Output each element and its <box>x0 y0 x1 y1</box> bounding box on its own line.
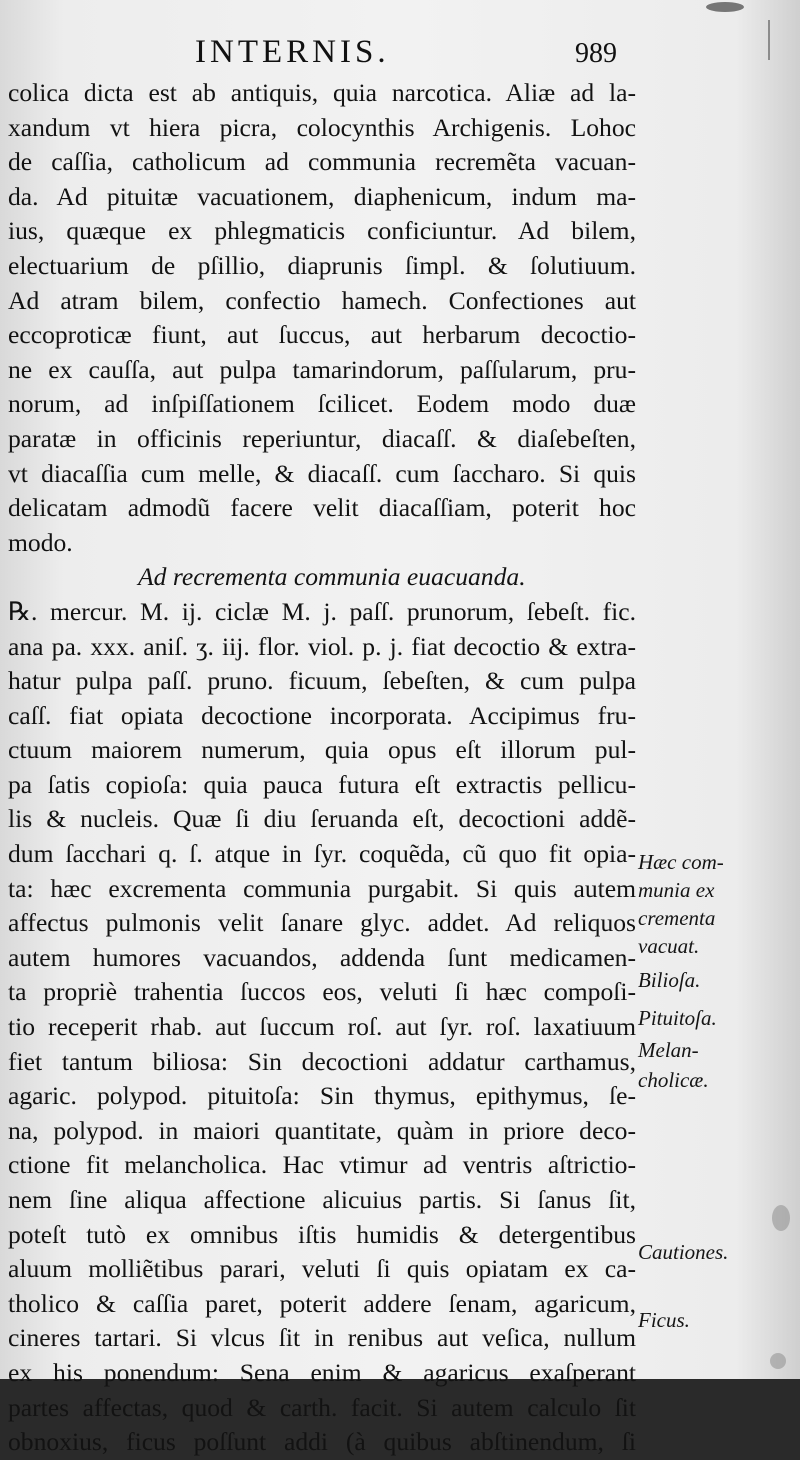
main-text-column <box>8 76 636 1460</box>
text-line: hatur pulpa paſſ. pruno. ficuum, ſebeſten, & cum pulpa <box>8 666 636 696</box>
margin-note: Cautiones. <box>638 1240 729 1264</box>
text-line: fiet tantum biliosa: Sin decoctioni addatur carthamus, <box>8 1046 636 1076</box>
margin-notes <box>638 0 800 1379</box>
text-line: tholico & caſſia paret, poterit addere ſenam, agaricum, <box>8 1288 636 1318</box>
margin-note: Pituitoſa. <box>638 1006 717 1030</box>
text-line: ta propriè trahentia ſuccos eos, veluti ſi hæc compoſi- <box>8 977 636 1007</box>
scan-artifact <box>706 2 744 12</box>
text-line: norum, ad inſpiſſationem ſcilicet. Eodem modo duæ <box>8 389 636 419</box>
margin-note: Hæc com- <box>638 850 724 874</box>
text-line: tio receperit rhab. aut ſuccum roſ. aut ſyr. roſ. laxatiuum <box>8 1012 636 1042</box>
text-line: nem ſine aliqua affectione alicuius partis. Si ſanus ſit, <box>8 1185 636 1214</box>
text-line: vt diacaſſia cum melle, & diacaſſ. cum ſaccharo. Si quis <box>8 458 636 488</box>
margin-note: crementa <box>638 906 716 930</box>
text-line: eccoproticæ fiunt, aut ſuccus, aut herbarum decoctio- <box>8 320 636 350</box>
text-line: da. Ad pituitæ vacuationem, diaphenicum, indum ma- <box>8 181 636 211</box>
margin-note: vacuat. <box>638 934 700 958</box>
text-line: poteſt tutò ex omnibus iſtis humidis & detergentibus <box>8 1219 636 1249</box>
text-line: na, polypod. in maiori quantitate, quàm in priore deco- <box>8 1115 636 1145</box>
section-heading: Ad recrementa communia euacuanda. <box>138 562 526 592</box>
text-line: modo. <box>8 527 73 557</box>
text-line: ta: hæc excrementa communia purgabit. Si quis autem <box>8 873 636 903</box>
text-line: delicatam admodũ facere velit diacaſſiam, poterit hoc <box>8 493 636 523</box>
text-line: aluum molliẽtibus parari, veluti ſi quis opiatam ex ca- <box>8 1254 636 1284</box>
text-line: pa ſatis copioſa: quia pauca futura eſt extractis pellicu- <box>8 769 636 799</box>
scan-artifact <box>768 20 770 60</box>
margin-note: Ficus. <box>638 1308 690 1332</box>
text-line: caſſ. fiat opiata decoctione incorporata. Accipimus fru- <box>8 700 636 730</box>
text-line: ius, quæque ex phlegmaticis conficiuntur. Ad bilem, <box>8 216 636 246</box>
text-line: lis & nucleis. Quæ ſi diu ſeruanda eſt, decoctioni addẽ- <box>8 804 636 834</box>
text-line: ctuum maiorem numerum, quia opus eſt illorum pul- <box>8 735 636 765</box>
margin-note: cholicæ. <box>638 1068 709 1092</box>
text-line: de caſſia, catholicum ad communia recremẽta vacuan- <box>8 147 636 177</box>
text-line: paratæ in officinis reperiuntur, diacaſſ. & diaſebeſten, <box>8 423 636 453</box>
scan-artifact <box>772 1205 790 1231</box>
text-line: cineres tartari. Si vlcus ſit in renibus aut veſica, nullum <box>8 1323 636 1353</box>
page-number: 989 <box>575 38 617 69</box>
text-line: colica dicta est ab antiquis, quia narcotica. Aliæ ad la- <box>8 78 636 107</box>
text-line: agaric. polypod. pituitoſa: Sin thymus, epithymus, ſe- <box>8 1081 636 1111</box>
running-head: INTERNIS. <box>195 34 390 70</box>
scan-artifact <box>770 1353 786 1369</box>
text-line: Ad atram bilem, confectio hamech. Confectiones aut <box>8 285 636 315</box>
text-line: autem humores vacuandos, addenda ſunt medicamen- <box>8 942 636 972</box>
text-line: ctione fit melancholica. Hac vtimur ad ventris aſtrictio- <box>8 1150 636 1180</box>
text-line: xandum vt hiera picra, colocynthis Archigenis. Lohoc <box>8 112 636 142</box>
text-line: ex his ponendum: Sena enim & agaricus exaſperant <box>8 1357 636 1387</box>
margin-note: Melan- <box>638 1038 699 1062</box>
text-line: affectus pulmonis velit ſanare glyc. addet. Ad reliquos <box>8 908 636 938</box>
text-line: electuarium de pſillio, diaprunis ſimpl. & ſolutiuum. <box>8 250 636 280</box>
text-line: dum ſacchari q. ſ. atque in ſyr. coquẽda, cũ quo fit opia- <box>8 839 636 869</box>
text-line: ℞. mercur. M. ij. ciclæ M. j. paſſ. prunorum, ſebeſt. fic. <box>8 596 636 626</box>
text-line: partes affectas, quod & carth. facit. Si autem calculo ſit <box>8 1392 636 1422</box>
text-line: ne ex cauſſa, aut pulpa tamarindorum, paſſularum, pru- <box>8 354 636 384</box>
margin-note: munia ex <box>638 878 715 902</box>
margin-note: Bilioſa. <box>638 968 701 992</box>
text-line: obnoxius, ficus poſſunt addi (à quibus abſtinendum, ſi <box>8 1427 636 1457</box>
text-line: ana pa. xxx. aniſ. ʒ. iij. flor. viol. p. j. fiat decoctio & extra- <box>8 631 636 661</box>
